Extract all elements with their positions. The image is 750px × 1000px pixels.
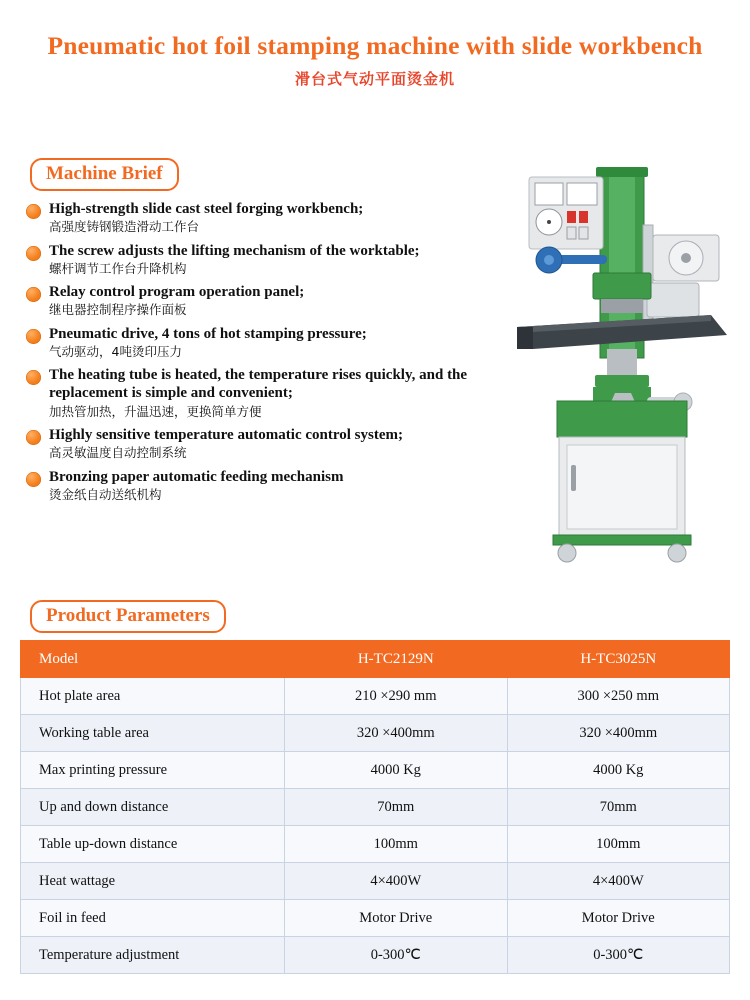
row-value-model-1: 210 ×290 mm bbox=[285, 678, 508, 715]
column-header-model: Model bbox=[21, 641, 285, 678]
brief-item-english: Bronzing paper automatic feeding mechanism bbox=[49, 468, 344, 485]
bullet-dot-icon bbox=[26, 287, 41, 302]
list-item bbox=[26, 426, 496, 462]
row-label: Hot plate area bbox=[21, 678, 285, 715]
list-item bbox=[26, 325, 496, 361]
list-item bbox=[26, 283, 496, 319]
bullet-dot-icon bbox=[26, 329, 41, 344]
row-value-model-1: 0-300℃ bbox=[285, 937, 508, 974]
brief-item-chinese: 烫金纸自动送纸机构 bbox=[49, 486, 162, 502]
brief-item-chinese: 继电器控制程序操作面板 bbox=[49, 302, 187, 318]
bullet-dot-icon bbox=[26, 472, 41, 487]
brief-item-english: Highly sensitive temperature automatic control system; bbox=[49, 427, 403, 444]
brief-item-chinese: 高强度铸钢锻造滑动工作台 bbox=[49, 219, 200, 235]
row-label: Max printing pressure bbox=[21, 752, 285, 789]
bullet-dot-icon bbox=[26, 246, 41, 261]
brief-item-chinese: 加热管加热，升温迅速，更换简单方便 bbox=[49, 403, 262, 419]
table-header bbox=[21, 641, 730, 678]
row-label: Foil in feed bbox=[21, 900, 285, 937]
bullet-dot-icon bbox=[26, 430, 41, 445]
list-item bbox=[26, 200, 496, 236]
row-value-model-1: 70mm bbox=[285, 789, 508, 826]
row-label: Working table area bbox=[21, 715, 285, 752]
row-value-model-2: 70mm bbox=[507, 789, 730, 826]
table-row bbox=[21, 715, 730, 752]
list-item bbox=[26, 468, 496, 504]
table-row bbox=[21, 900, 730, 937]
row-value-model-1: 100mm bbox=[285, 826, 508, 863]
product-parameters-heading-label: Product Parameters bbox=[30, 600, 226, 633]
row-value-model-1: 4000 Kg bbox=[285, 752, 508, 789]
row-value-model-1: 4×400W bbox=[285, 863, 508, 900]
row-value-model-1: 320 ×400mm bbox=[285, 715, 508, 752]
row-value-model-2: 100mm bbox=[507, 826, 730, 863]
machine-photo bbox=[497, 165, 737, 565]
row-value-model-2: 4×400W bbox=[507, 863, 730, 900]
table-row bbox=[21, 863, 730, 900]
table-row bbox=[21, 789, 730, 826]
brief-item-english: Pneumatic drive, 4 tons of hot stamping pressure; bbox=[49, 325, 367, 342]
brief-item-chinese: 气动驱动，4吨烫印压力 bbox=[49, 343, 182, 359]
bullet-dot-icon bbox=[26, 370, 41, 385]
brief-item-english: High-strength slide cast steel forging workbench; bbox=[49, 201, 364, 217]
row-value-model-2: 320 ×400mm bbox=[507, 715, 730, 752]
table-row bbox=[21, 937, 730, 974]
product-parameters-table bbox=[20, 640, 730, 974]
row-value-model-1: Motor Drive bbox=[285, 900, 508, 937]
machine-brief-heading-label: Machine Brief bbox=[30, 158, 179, 191]
row-label: Heat wattage bbox=[21, 863, 285, 900]
row-value-model-2: 4000 Kg bbox=[507, 752, 730, 789]
brief-item-english: The screw adjusts the lifting mechanism of the worktable; bbox=[49, 242, 420, 259]
table-body bbox=[21, 678, 730, 974]
list-item bbox=[26, 242, 496, 278]
machine-illustration-icon bbox=[497, 165, 737, 565]
list-item bbox=[26, 366, 496, 420]
table-header-row bbox=[21, 641, 730, 678]
page-title: Pneumatic hot foil stamping machine with slide workbench bbox=[47, 31, 703, 60]
brief-item-english: The heating tube is heated, the temperature rises quickly, and the replacement is simple and convenient; bbox=[49, 367, 468, 402]
brief-item-chinese: 螺杆调节工作台升降机构 bbox=[49, 260, 187, 276]
row-label: Table up-down distance bbox=[21, 826, 285, 863]
column-header-model-2: H-TC3025N bbox=[507, 641, 730, 678]
bullet-dot-icon bbox=[26, 204, 41, 219]
brief-item-english: Relay control program operation panel; bbox=[49, 284, 305, 301]
machine-brief-heading bbox=[30, 158, 179, 191]
table-row bbox=[21, 826, 730, 863]
brief-item-chinese: 高灵敏温度自动控制系统 bbox=[49, 445, 187, 461]
column-header-model-1: H-TC2129N bbox=[285, 641, 508, 678]
row-label: Temperature adjustment bbox=[21, 937, 285, 974]
machine-brief-list bbox=[26, 200, 496, 509]
page-subtitle-chinese: 滑台式气动平面烫金机 bbox=[294, 70, 455, 89]
table-row bbox=[21, 678, 730, 715]
row-value-model-2: Motor Drive bbox=[507, 900, 730, 937]
page-header bbox=[0, 0, 750, 89]
product-parameters-heading bbox=[30, 600, 226, 633]
row-value-model-2: 300 ×250 mm bbox=[507, 678, 730, 715]
table-row bbox=[21, 752, 730, 789]
row-value-model-2: 0-300℃ bbox=[507, 937, 730, 974]
row-label: Up and down distance bbox=[21, 789, 285, 826]
